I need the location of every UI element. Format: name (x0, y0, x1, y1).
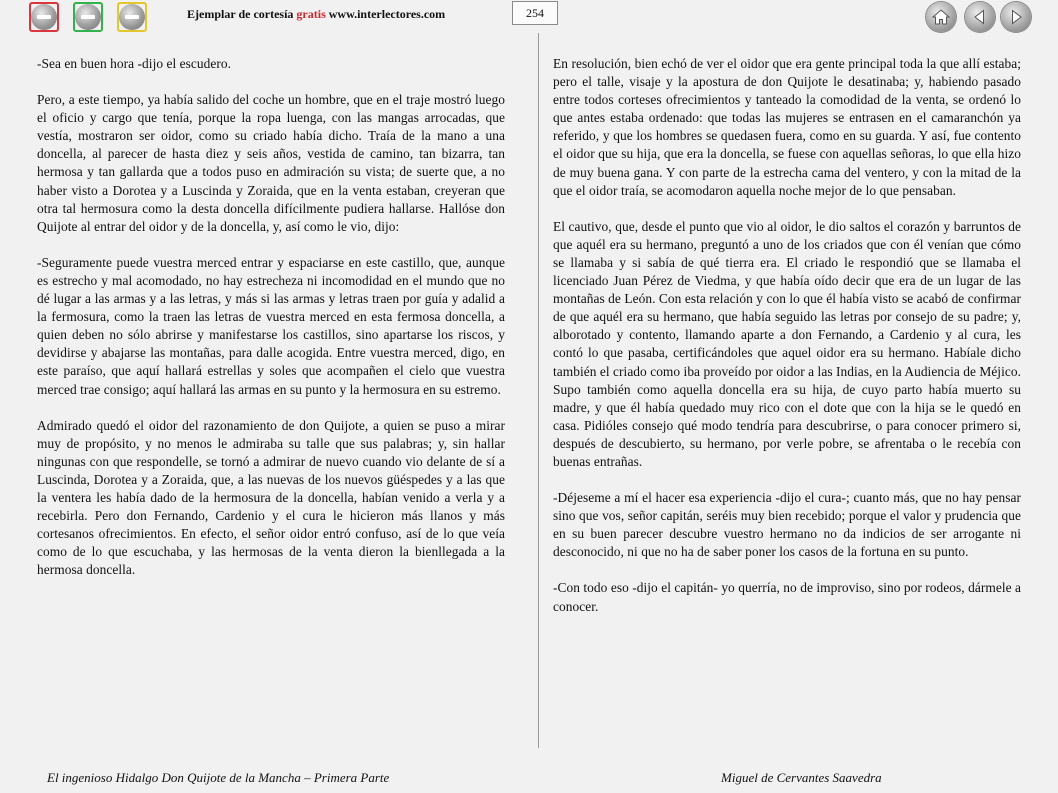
promo-prefix: Ejemplar de cortesía (187, 7, 294, 21)
column-divider (538, 33, 539, 748)
footer-author: Miguel de Cervantes Saavedra (721, 770, 882, 785)
home-icon (931, 7, 951, 27)
minus-icon (119, 4, 145, 30)
page-number: 254 (512, 1, 558, 25)
promo-site-link[interactable]: www.interlectores.com (328, 7, 446, 21)
minus-icon (31, 4, 57, 30)
minus-icon (75, 4, 101, 30)
footer-book-title: El ingenioso Hidalgo Don Quijote de la Mancha – Primera Parte (47, 770, 390, 785)
paragraph: -Sea en buen hora -dijo el escudero. (37, 56, 232, 71)
paragraph: -Con todo eso -dijo el capitán- yo querría, no de improviso, sino por rodeos, dármele a conocer. (553, 580, 1021, 614)
arrow-right-icon (1006, 7, 1026, 27)
paragraph: -Déjeseme a mí el hacer esa experiencia -dijo el cura-; cuanto más, que no hay pensar sino que vos, señor capitán, seréis muy bien recebido; porque el valor y prudencia que en su buen parecer descubre vuestro hermano no da indicios de ser arrogante ni desconocido, ni que no ha de saber poner los casos de la fortuna en su punto. (553, 490, 1021, 560)
home-button[interactable] (926, 2, 956, 32)
right-text-column (553, 55, 1021, 634)
next-page-button[interactable] (1001, 2, 1031, 32)
paragraph: Pero, a este tiempo, ya había salido del coche un hombre, que en el traje mostró luego el oficio y cargo que tenía, porque la ropa luenga, con las mangas arrocadas, que vestía, mostraron ser oidor, como su criado había dicho. Traía de la mano a una doncella, al parecer de hasta diez y seis años, vestida de camino, tan bizarra, tan hermosa y tan gallarda que a todos puso en admiración su vista; de suerte que, a no haber visto a Dorotea y a Luscinda y Zoraida, que en la venta estaban, creyeran que otra tal hermosura como la desta doncella difícilmente pudiera hallarse. Hallóse don Quijote al entrar del oidor y de la doncella, y, así como le vio, dijo: (37, 92, 505, 234)
minimize-window-button[interactable] (73, 2, 103, 32)
courtesy-banner (187, 7, 445, 22)
previous-page-button[interactable] (965, 2, 995, 32)
paragraph: Admirado quedó el oidor del razonamiento de don Quijote, a quien se puso a mirar muy de propósito, y no menos le admiraba su talle que sus palabras; y, sin hallar ningunas con que respondelle, se tornó a admirar de nuevo cuando vio delante de sí a Luscinda, Dorotea y a Zoraida, que, a las nuevas de los nuevos güéspedes y a las que la ventera les había dado de la hermosura de la doncella, habían venido a verla y a recebirla. Pero don Fernando, Cardenio y el cura le hicieron más llanos y más cortesanos ofrecimientos. En efecto, el señor oidor entró confuso, así de lo que veía como de lo que escuchaba, y las hermosas de la venta dieron la bienllegada a la hermosa doncella. (37, 417, 505, 578)
arrow-left-icon (970, 7, 990, 27)
paragraph: En resolución, bien echó de ver el oidor que era gente principal toda la que allí estaba; pero el talle, visaje y la apostura de don Quijote le desatinaba; y, habiendo pasado entre todos corteses ofrecimientos y tanteado la comodidad de la venta, se ordenó lo que antes estaba ordenado: que todas las mujeres se entrasen en el camaranchón ya referido, y que los hombres se quedasen fuera, como en su guarda. Y así, fue contento el oidor que su hija, que era la doncella, se fuese con aquellas señoras, lo que ella hizo de muy buena gana. Y con parte de la estrecha cama del ventero, y con la mitad de la que el oidor traía, se acomodaron aquella noche mejor de lo que pensaban. (553, 56, 1021, 198)
top-toolbar (0, 0, 1058, 34)
paragraph: El cautivo, que, desde el punto que vio al oidor, le dio saltos el corazón y barruntos de que aquél era su hermano, preguntó a uno de los criados que con él venían que cómo se llamaba y si sabía de qué tierra era. El criado le respondió que se llamaba el licenciado Juan Pérez de Viedma, y que había oído decir que era de un lugar de las montañas de León. Con esta relación y con lo que él había visto se acabó de confirmar de que aquél era su hermano, que había seguido las letras por consejo de su padre; y, alborotado y contento, llamando aparte a don Fernando, a Cardenio y al cura, les contó lo que pasaba, certificándoles que aquel oidor era su hermano. Habíale dicho también el criado como iba proveído por oidor a las Indias, en la Audiencia de Méjico. Supo también como aquella doncella era su hija, de cuyo parto había muerto su madre, y que él había quedado muy rico con el dote que con la hija se le quedó en casa. Pidióles consejo qué modo tendría para descubrirse, o para conocer primero si, después de descubierto, su hermano, por verle pobre, se afrentaba o le recebía con buenas entrañas. (553, 218, 1021, 469)
left-text-column (37, 55, 505, 597)
promo-gratis: gratis (296, 7, 326, 21)
paragraph: -Seguramente puede vuestra merced entrar y espaciarse en este castillo, que, aunque es estrecho y mal acomodado, no hay estrecheza ni incomodidad en el mundo que no dé lugar a las armas y a las letras, y más si las armas y letras traen por guía y adalid a la fermosura, como la traen las letras de vuestra merced en esta fermosa doncella, a quien deben no sólo abrirse y manifestarse los castillos, sino apartarse los riscos, y devidirse y abajarse las montañas, para dalle acogida. Entre vuestra merced, digo, en este paraíso, que aquí hallará estrellas y soles que acompañen el cielo que vuestra merced trae consigo; aquí hallará las armas en su punto y la hermosura en su estremo. (37, 254, 505, 397)
close-window-button[interactable] (29, 2, 59, 32)
restore-window-button[interactable] (117, 2, 147, 32)
